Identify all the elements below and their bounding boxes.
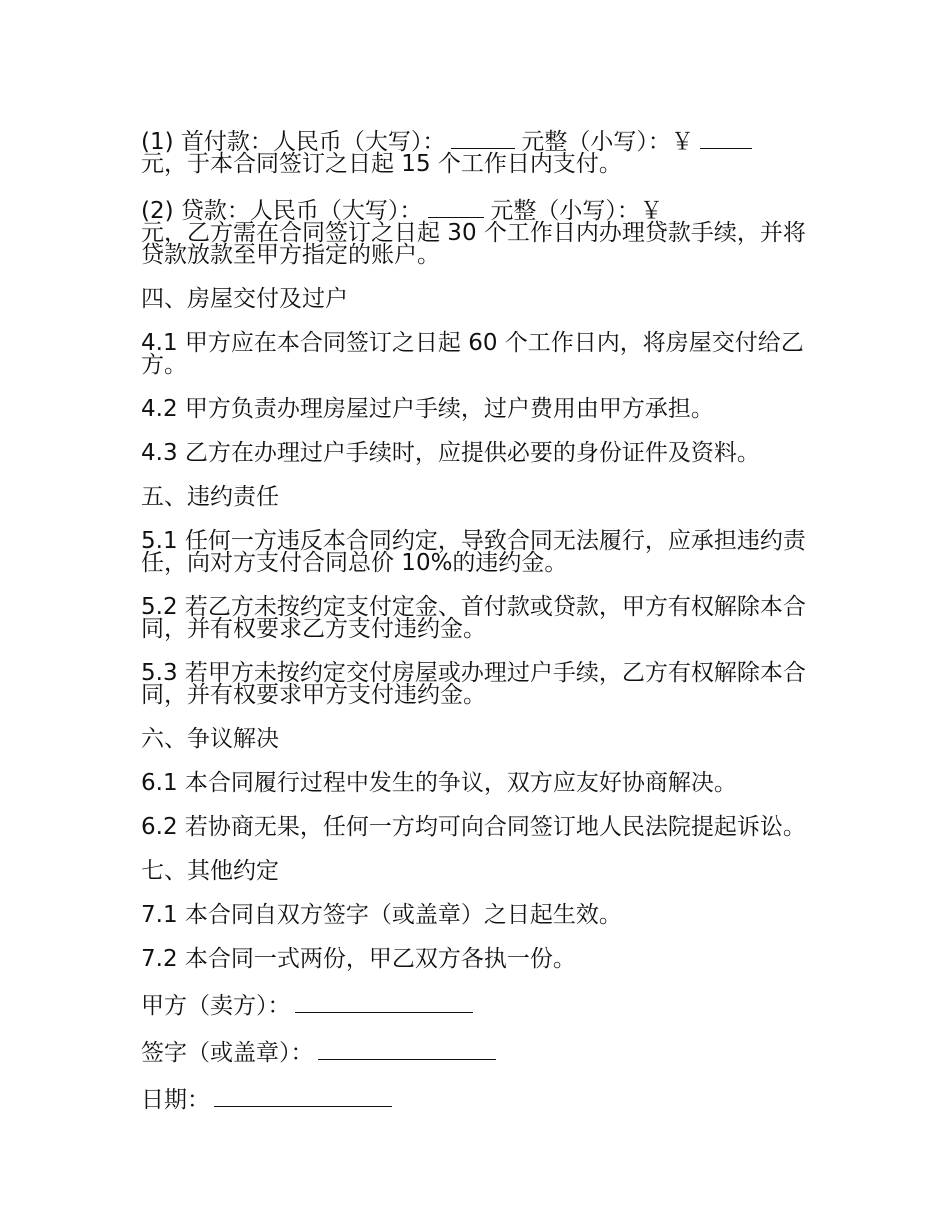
amount-in-figures-blank (700, 128, 752, 149)
date-label: 日期： (141, 1087, 210, 1113)
clause-down-payment (141, 128, 806, 175)
date-row (141, 1086, 806, 1111)
down-payment-mid: 元整（小写）：￥ (521, 129, 694, 155)
clause-7-1: 7.1 本合同自双方签字（或盖章）之日起生效。 (141, 902, 622, 928)
loan-mid: 元整（小写）：￥ (490, 198, 663, 224)
clause-6-2: 6.2 若协商无果，任何一方均可向合同签订地人民法院提起诉讼。 (141, 814, 806, 840)
clause-6-1: 6.1 本合同履行过程中发生的争议，双方应友好协商解决。 (141, 770, 737, 796)
party-a-blank (295, 992, 473, 1013)
seal-signature-row (141, 1039, 806, 1064)
loan-label: (2) 贷款：人民币（大写）： (141, 198, 423, 224)
clause-5-3: 5.3 若甲方未按约定交付房屋或办理过户手续，乙方有权解除本合同，并有权要求甲方支付违约金。 (141, 660, 806, 708)
section-4-heading: 四、房屋交付及过户 (141, 286, 348, 312)
clause-5-2: 5.2 若乙方未按约定支付定金、首付款或贷款，甲方有权解除本合同，并有权要求乙方支付违约金。 (141, 594, 806, 642)
clause-4-2: 4.2 甲方负责办理房屋过户手续，过户费用由甲方承担。 (141, 396, 714, 422)
amount-in-words-blank (451, 128, 515, 149)
seal-blank (318, 1039, 496, 1060)
section-6-heading: 六、争议解决 (141, 726, 279, 752)
section-7-heading: 七、其他约定 (141, 858, 279, 884)
date-blank (214, 1086, 392, 1107)
document-body (141, 128, 806, 1133)
section-5-heading: 五、违约责任 (141, 484, 279, 510)
down-payment-label: (1) 首付款：人民币（大写）： (141, 129, 446, 155)
seal-label: 签字（或盖章）： (141, 1040, 314, 1066)
clause-4-1: 4.1 甲方应在本合同签订之日起 60 个工作日内，将房屋交付给乙方。 (141, 330, 804, 378)
clause-loan (141, 197, 806, 266)
down-payment-terms: 元，于本合同签订之日起 15 个工作日内支付。 (141, 151, 622, 177)
party-a-label: 甲方（卖方）： (141, 993, 291, 1019)
clause-7-2: 7.2 本合同一式两份，甲乙双方各执一份。 (141, 946, 576, 972)
party-a-signature-row (141, 992, 806, 1017)
loan-words-blank (428, 197, 484, 218)
loan-terms: 元，乙方需在合同签订之日起 30 个工作日内办理贷款手续，并将贷款放款至甲方指定的账户。 (141, 220, 806, 268)
clause-5-1: 5.1 任何一方违反本合同约定，导致合同无法履行，应承担违约责任，向对方支付合同总价 10%的违约金。 (141, 528, 806, 576)
clause-4-3: 4.3 乙方在办理过户手续时，应提供必要的身份证件及资料。 (141, 440, 760, 466)
